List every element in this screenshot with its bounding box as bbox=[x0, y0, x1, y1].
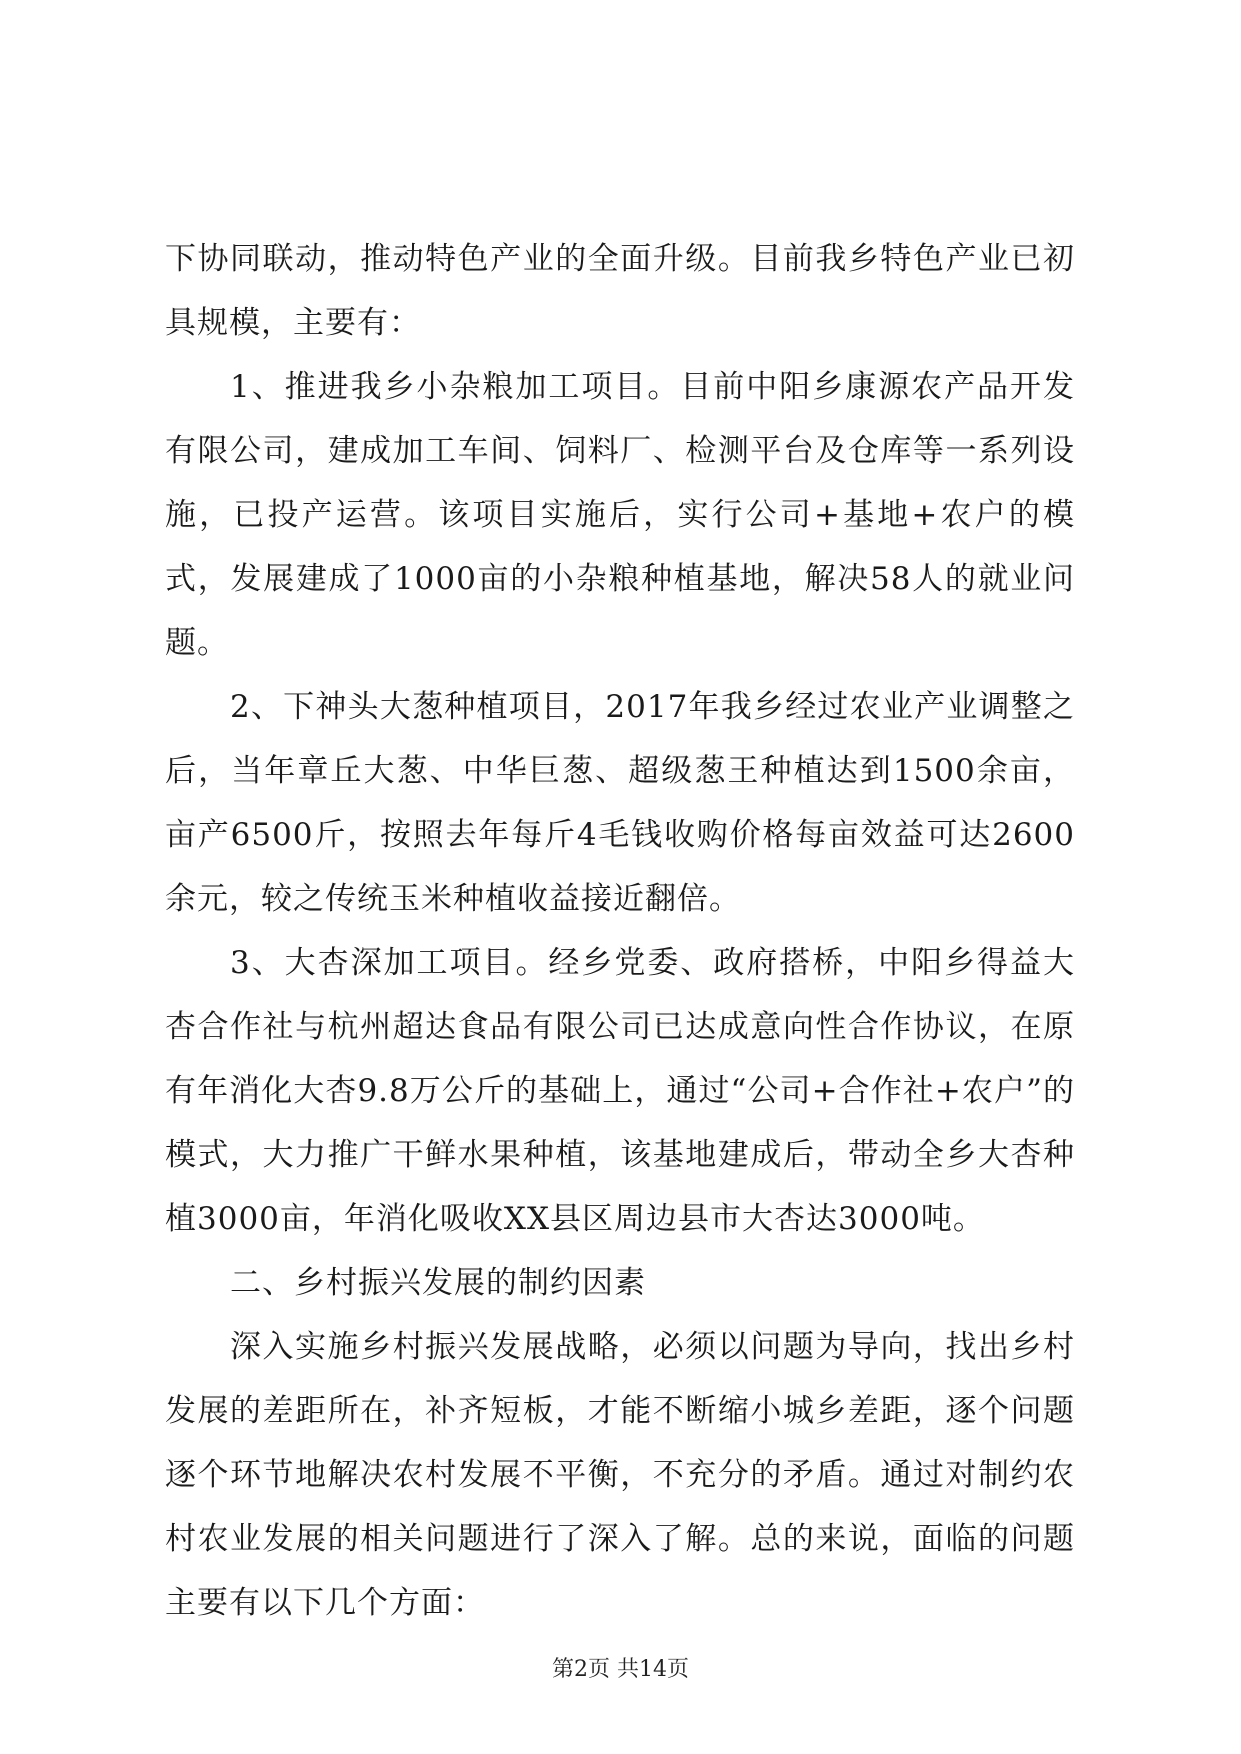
document-body bbox=[165, 227, 1075, 1635]
paragraph-item-1: 1、推进我乡小杂粮加工项目。目前中阳乡康源农产品开发有限公司，建成加工车间、饲料厂、检测平台及仓库等一系列设施，已投产运营。该项目实施后，实行公司+基地+农户的模式，发展建成了1000亩的小杂粮种植基地，解决58人的就业问题。 bbox=[165, 369, 1075, 661]
paragraph-continuation: 下协同联动，推动特色产业的全面升级。目前我乡特色产业已初具规模，主要有： bbox=[165, 241, 1075, 341]
page-footer: 第2页 共14页 bbox=[552, 1657, 689, 1682]
paragraph-section-intro: 深入实施乡村振兴发展战略，必须以问题为导向，找出乡村发展的差距所在，补齐短板，才能不断缩小城乡差距，逐个问题逐个环节地解决农村发展不平衡，不充分的矛盾。通过对制约农村农业发展的相关问题进行了深入了解。总的来说，面临的问题主要有以下几个方面： bbox=[165, 1329, 1075, 1621]
paragraph-item-2: 2、下神头大葱种植项目，2017年我乡经过农业产业调整之后，当年章丘大葱、中华巨葱、超级葱王种植达到1500余亩，亩产6500斤，按照去年每斤4毛钱收购价格每亩效益可达2600余元，较之传统玉米种植收益接近翻倍。 bbox=[165, 689, 1075, 917]
section-heading: 二、乡村振兴发展的制约因素 bbox=[230, 1265, 646, 1301]
paragraph-item-3: 3、大杏深加工项目。经乡党委、政府搭桥，中阳乡得益大杏合作社与杭州超达食品有限公司已达成意向性合作协议，在原有年消化大杏9.8万公斤的基础上，通过“公司+合作社+农户”的模式，大力推广干鲜水果种植，该基地建成后，带动全乡大杏种植3000亩，年消化吸收XX县区周边县市大杏达3000吨。 bbox=[165, 945, 1075, 1237]
